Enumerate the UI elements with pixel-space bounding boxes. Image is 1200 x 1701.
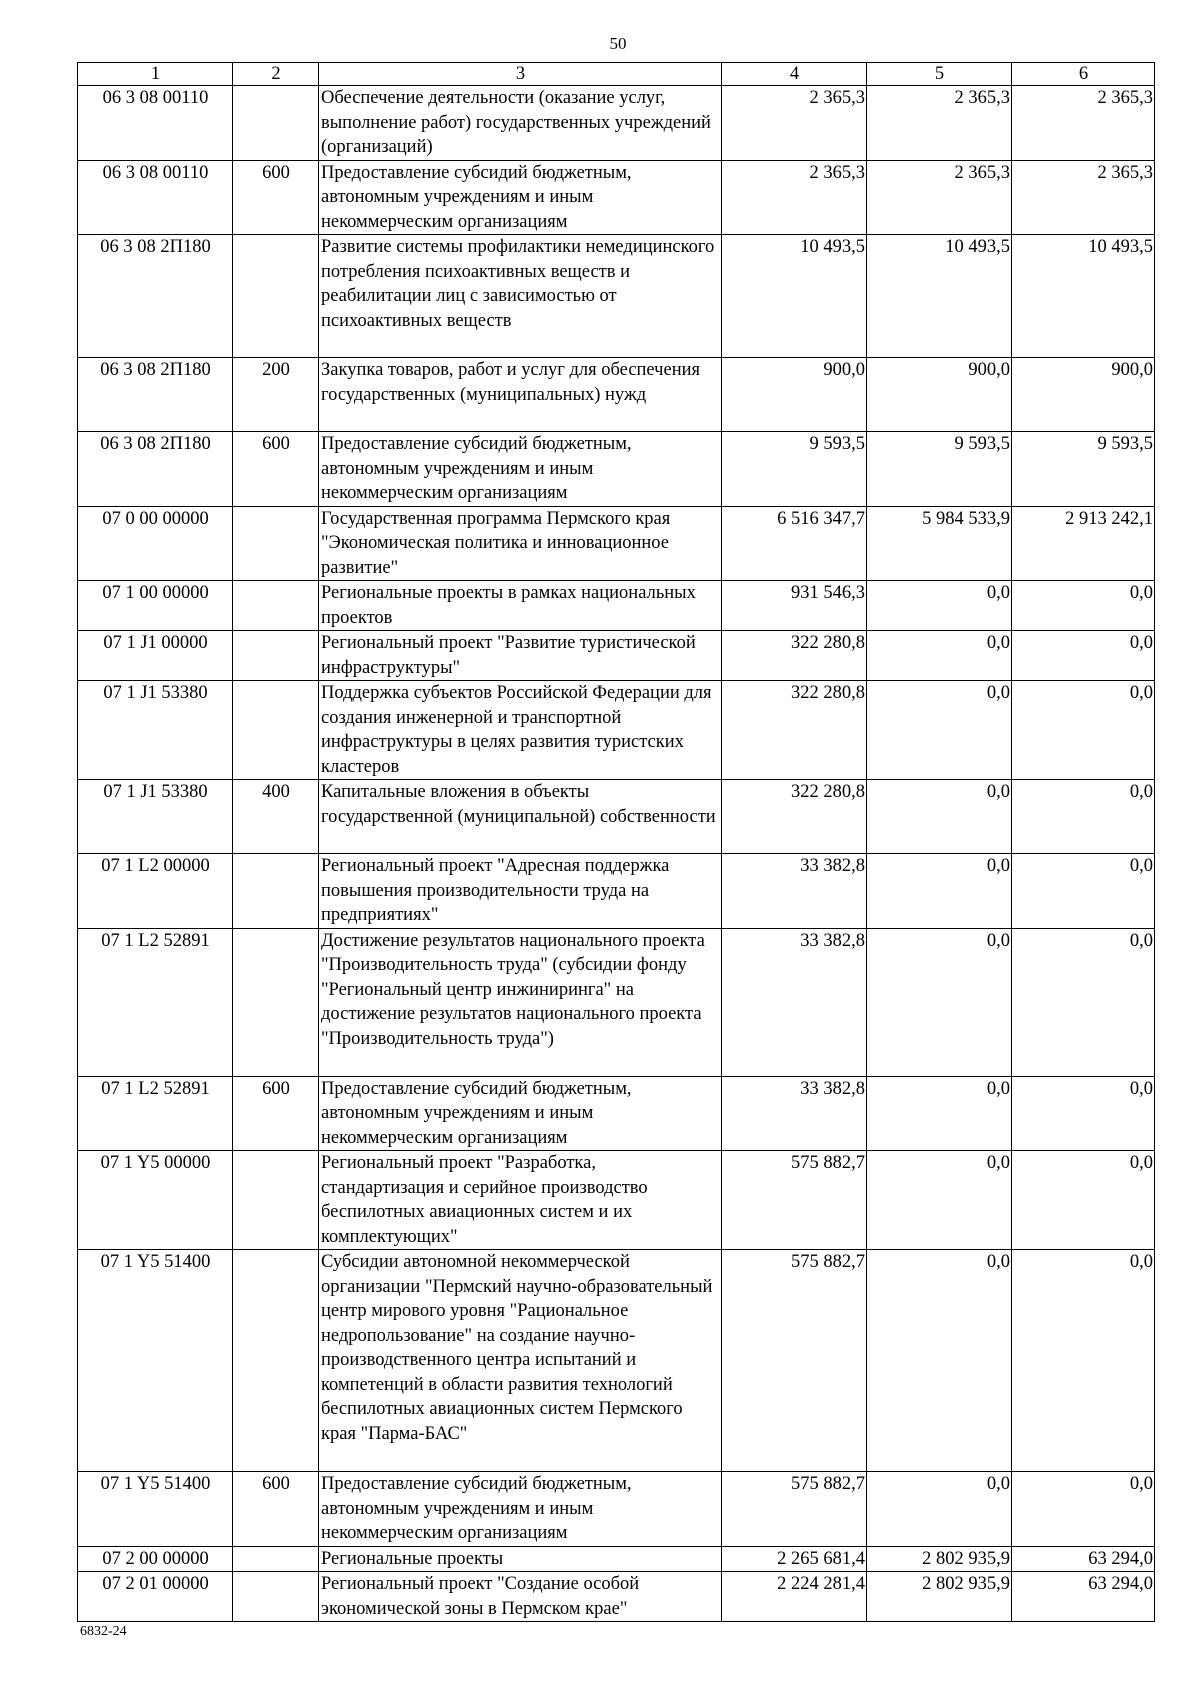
expense-type-cell [233,86,319,161]
table-row [78,581,1155,631]
target-code-cell: 07 1 L2 00000 [78,854,233,929]
target-code-cell: 07 1 Y5 51400 [78,1472,233,1547]
target-code-cell: 07 1 J1 00000 [78,631,233,681]
description-cell: Региональный проект "Создание особой экономической зоны в Пермском крае" [319,1572,722,1622]
target-code-cell: 07 1 J1 53380 [78,681,233,780]
description-cell: Предоставление субсидий бюджетным, автономным учреждениям и иным некоммерческим организациям [319,1472,722,1547]
description-cell: Региональный проект "Разработка, стандартизация и серийное производство беспилотных авиационных систем и их комплектующих" [319,1151,722,1250]
amount-col6-cell: 0,0 [1012,928,1155,1076]
amount-col4-cell: 900,0 [722,358,867,432]
target-code-cell: 07 1 Y5 51400 [78,1250,233,1472]
description-cell: Предоставление субсидий бюджетным, автономным учреждениям и иным некоммерческим организациям [319,1076,722,1151]
target-code-cell: 07 2 01 00000 [78,1572,233,1622]
table-row [78,854,1155,929]
amount-col6-cell: 0,0 [1012,854,1155,929]
amount-col4-cell: 931 546,3 [722,581,867,631]
amount-col5-cell: 2 365,3 [867,160,1012,235]
table-row [78,86,1155,161]
amount-col4-cell: 33 382,8 [722,854,867,929]
amount-col5-cell: 0,0 [867,1151,1012,1250]
description-cell: Региональные проекты в рамках национальных проектов [319,581,722,631]
table-row [78,1572,1155,1622]
document-code: 6832-24 [80,1624,127,1639]
amount-col5-cell: 5 984 533,9 [867,506,1012,581]
amount-col5-cell: 0,0 [867,854,1012,929]
amount-col4-cell: 575 882,7 [722,1472,867,1547]
expense-type-cell: 600 [233,1472,319,1547]
target-code-cell: 06 3 08 2П180 [78,432,233,507]
amount-col6-cell: 0,0 [1012,1250,1155,1472]
expense-type-cell: 600 [233,160,319,235]
amount-col5-cell: 0,0 [867,681,1012,780]
expense-type-cell [233,1151,319,1250]
amount-col6-cell: 0,0 [1012,1151,1155,1250]
amount-col5-cell: 10 493,5 [867,235,1012,358]
description-cell: Предоставление субсидий бюджетным, автономным учреждениям и иным некоммерческим организациям [319,160,722,235]
description-cell: Региональные проекты [319,1546,722,1572]
amount-col4-cell: 322 280,8 [722,631,867,681]
amount-col6-cell: 10 493,5 [1012,235,1155,358]
amount-col6-cell: 2 365,3 [1012,160,1155,235]
amount-col6-cell: 0,0 [1012,631,1155,681]
amount-col6-cell: 2 365,3 [1012,86,1155,161]
expense-type-cell [233,928,319,1076]
description-cell: Развитие системы профилактики немедицинского потребления психоактивных веществ и реабилитации лиц с зависимостью от психоактивных веществ [319,235,722,358]
amount-col6-cell: 63 294,0 [1012,1572,1155,1622]
amount-col5-cell: 0,0 [867,1472,1012,1547]
page-number: 50 [609,34,627,53]
amount-col4-cell: 2 365,3 [722,160,867,235]
amount-col5-cell: 2 802 935,9 [867,1572,1012,1622]
amount-col4-cell: 575 882,7 [722,1151,867,1250]
expense-type-cell [233,1250,319,1472]
expense-type-cell [233,1572,319,1622]
column-header-6: 6 [1012,63,1155,86]
target-code-cell: 07 0 00 00000 [78,506,233,581]
expense-type-cell [233,581,319,631]
amount-col4-cell: 2 265 681,4 [722,1546,867,1572]
amount-col4-cell: 2 224 281,4 [722,1572,867,1622]
amount-col4-cell: 33 382,8 [722,928,867,1076]
amount-col4-cell: 575 882,7 [722,1250,867,1472]
description-cell: Обеспечение деятельности (оказание услуг, выполнение работ) государственных учреждений (организаций) [319,86,722,161]
amount-col4-cell: 322 280,8 [722,681,867,780]
expense-type-cell [233,506,319,581]
expense-type-cell [233,1546,319,1572]
amount-col5-cell: 2 802 935,9 [867,1546,1012,1572]
amount-col6-cell: 9 593,5 [1012,432,1155,507]
description-cell: Субсидии автономной некоммерческой организации "Пермский научно-образовательный центр мирового уровня "Рациональное недропользование" на создание научно-производственного центра испытаний и компетенций в области развития технологий беспилотных авиационных систем Пермского края "Парма-БАС" [319,1250,722,1472]
column-header-1: 1 [78,63,233,86]
table-row [78,928,1155,1076]
amount-col6-cell: 0,0 [1012,681,1155,780]
amount-col5-cell: 900,0 [867,358,1012,432]
column-header-3: 3 [319,63,722,86]
amount-col6-cell: 900,0 [1012,358,1155,432]
expense-type-cell [233,631,319,681]
amount-col5-cell: 0,0 [867,581,1012,631]
amount-col5-cell: 0,0 [867,780,1012,854]
amount-col4-cell: 33 382,8 [722,1076,867,1151]
description-cell: Региональный проект "Развитие туристической инфраструктуры" [319,631,722,681]
amount-col6-cell: 0,0 [1012,780,1155,854]
table-row [78,780,1155,854]
table-row [78,160,1155,235]
budget-table [77,62,1155,1622]
amount-col4-cell: 322 280,8 [722,780,867,854]
table-row [78,432,1155,507]
expense-type-cell: 200 [233,358,319,432]
amount-col5-cell: 0,0 [867,1076,1012,1151]
target-code-cell: 07 1 Y5 00000 [78,1151,233,1250]
table-row [78,358,1155,432]
description-cell: Капитальные вложения в объекты государственной (муниципальной) собственности [319,780,722,854]
expense-type-cell [233,681,319,780]
table-row [78,1546,1155,1572]
table-row [78,506,1155,581]
table-row [78,1151,1155,1250]
table-row [78,1076,1155,1151]
column-header-5: 5 [867,63,1012,86]
amount-col6-cell: 0,0 [1012,1472,1155,1547]
amount-col5-cell: 0,0 [867,1250,1012,1472]
expense-type-cell [233,235,319,358]
column-header-2: 2 [233,63,319,86]
amount-col4-cell: 9 593,5 [722,432,867,507]
table-row [78,1250,1155,1472]
target-code-cell: 07 1 L2 52891 [78,928,233,1076]
description-cell: Региональный проект "Адресная поддержка повышения производительности труда на предприятиях" [319,854,722,929]
amount-col5-cell: 9 593,5 [867,432,1012,507]
target-code-cell: 06 3 08 00110 [78,160,233,235]
target-code-cell: 06 3 08 2П180 [78,358,233,432]
expense-type-cell [233,854,319,929]
table-row [78,1472,1155,1547]
target-code-cell: 07 2 00 00000 [78,1546,233,1572]
amount-col5-cell: 2 365,3 [867,86,1012,161]
amount-col5-cell: 0,0 [867,928,1012,1076]
column-header-4: 4 [722,63,867,86]
expense-type-cell: 600 [233,432,319,507]
target-code-cell: 06 3 08 2П180 [78,235,233,358]
amount-col4-cell: 10 493,5 [722,235,867,358]
expense-type-cell: 400 [233,780,319,854]
target-code-cell: 07 1 00 00000 [78,581,233,631]
header-row [78,63,1155,86]
description-cell: Закупка товаров, работ и услуг для обеспечения государственных (муниципальных) нужд [319,358,722,432]
description-cell: Достижение результатов национального проекта "Производительность труда" (субсидии фонду "Региональный центр инжиниринга" на достижение результатов национального проекта "Производительность труда") [319,928,722,1076]
target-code-cell: 07 1 J1 53380 [78,780,233,854]
amount-col6-cell: 0,0 [1012,581,1155,631]
amount-col5-cell: 0,0 [867,631,1012,681]
target-code-cell: 07 1 L2 52891 [78,1076,233,1151]
amount-col6-cell: 2 913 242,1 [1012,506,1155,581]
amount-col6-cell: 63 294,0 [1012,1546,1155,1572]
table-row [78,631,1155,681]
expense-type-cell: 600 [233,1076,319,1151]
amount-col4-cell: 2 365,3 [722,86,867,161]
description-cell: Поддержка субъектов Российской Федерации для создания инженерной и транспортной инфраструктуры в целях развития туристских кластеров [319,681,722,780]
target-code-cell: 06 3 08 00110 [78,86,233,161]
description-cell: Государственная программа Пермского края "Экономическая политика и инновационное развитие" [319,506,722,581]
table-row [78,235,1155,358]
amount-col6-cell: 0,0 [1012,1076,1155,1151]
amount-col4-cell: 6 516 347,7 [722,506,867,581]
table-row [78,681,1155,780]
description-cell: Предоставление субсидий бюджетным, автономным учреждениям и иным некоммерческим организациям [319,432,722,507]
